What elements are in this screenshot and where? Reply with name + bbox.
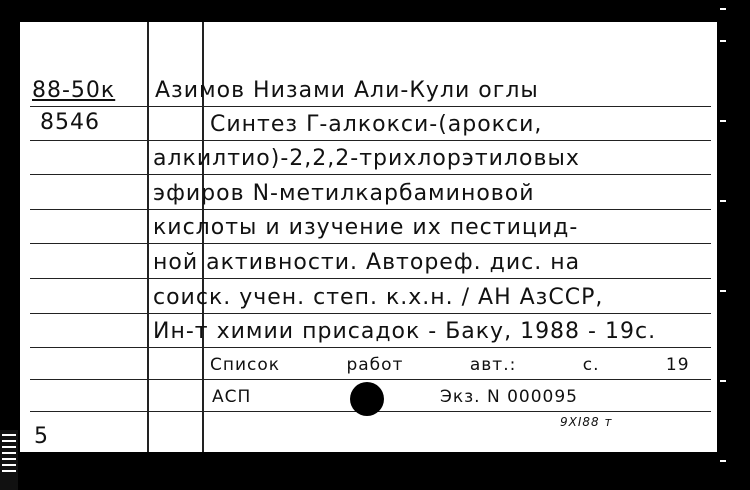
catalog-card — [20, 22, 717, 452]
accession-number: 8546 — [40, 110, 100, 135]
signature: 9XI88 т — [560, 415, 613, 429]
author-line: Азимов Низами Али-Кули оглы — [155, 78, 539, 103]
ruled-line — [30, 209, 711, 210]
ruled-line — [30, 278, 711, 279]
ruled-line — [30, 106, 711, 107]
ruled-line — [30, 347, 711, 348]
page-marker: 5 — [34, 424, 49, 449]
title-line-4: кислоты и изучение их пестицид- — [153, 215, 579, 240]
call-number: 88-50к — [32, 78, 116, 103]
ruled-line — [30, 174, 711, 175]
title-line-1: Синтез Γ-алкокси-(арокси, — [210, 112, 543, 137]
scan-edge-left — [0, 430, 18, 490]
acp-label: АСП — [212, 387, 252, 407]
title-line-5: ной активности. Автореф. дис. на — [153, 250, 581, 275]
copy-number: Экз. N 000095 — [440, 387, 579, 407]
ruled-line — [30, 243, 711, 244]
title-line-2: алкилтио)-2,2,2-трихлорэтиловых — [153, 146, 580, 171]
bibliography-line: Список работ авт.: с. 19 — [210, 355, 690, 375]
scan-edge-right — [717, 0, 750, 490]
ruled-line — [30, 379, 711, 380]
title-line-6: соиск. учен. степ. к.х.н. / АН АзССР, — [153, 285, 604, 310]
title-line-7: Ин-т химии присадок - Баку, 1988 - 19с. — [153, 319, 657, 344]
title-line-3: эфиров N-метилкарбаминовой — [153, 181, 535, 206]
ruled-line — [30, 140, 711, 141]
ruled-line — [30, 313, 711, 314]
ink-stamp — [350, 382, 384, 416]
margin-line — [147, 22, 149, 452]
